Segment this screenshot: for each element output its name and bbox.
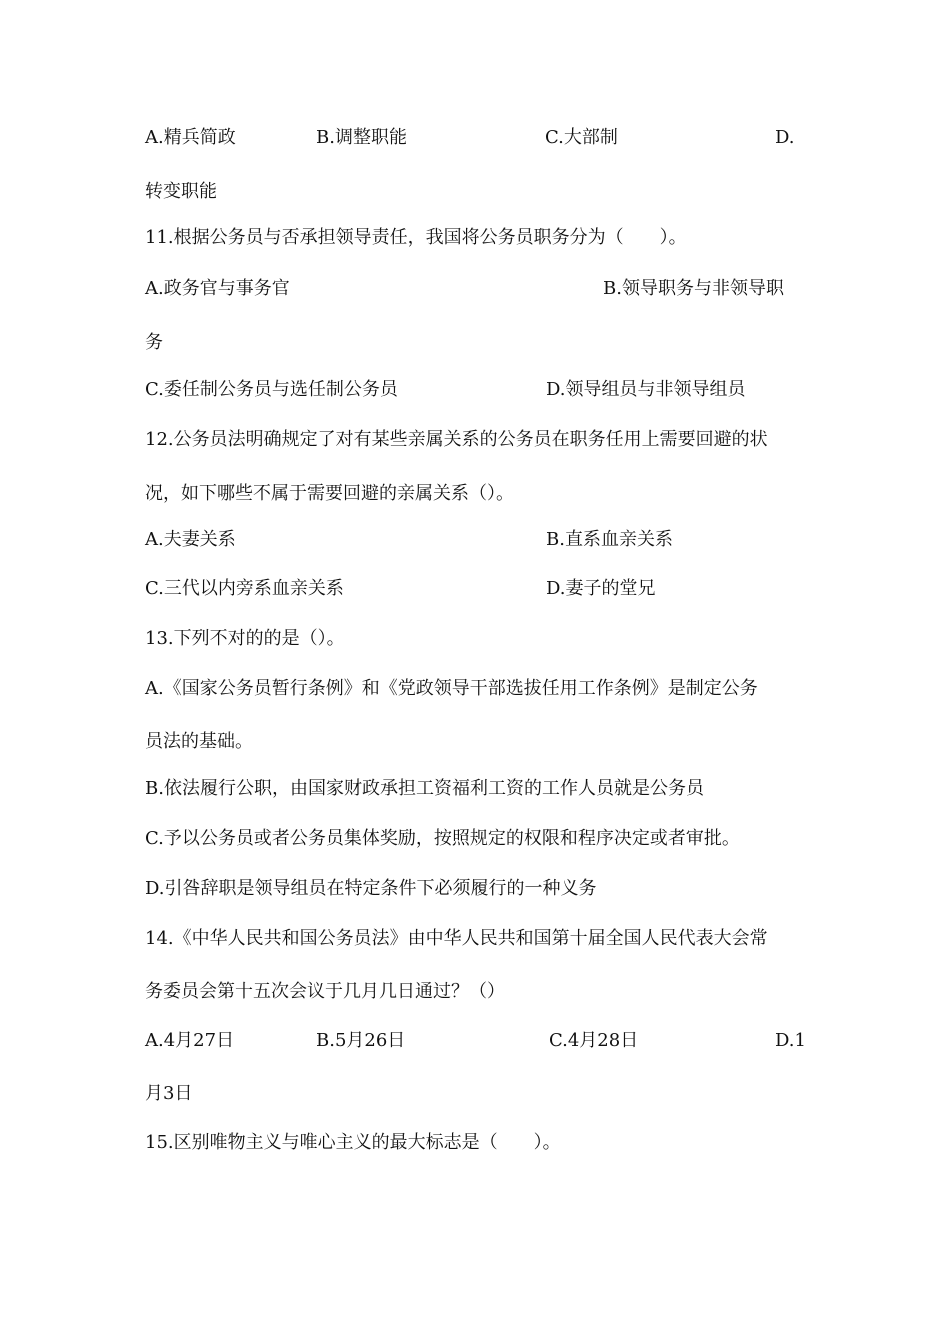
q11-option-d: D.领导组员与非领导组员 [546,379,746,400]
q13-option-d: D.引咎辞职是领导组员在特定条件下必须履行的一种义务 [145,878,597,899]
q11-option-a: A.政务官与事务官 [145,278,290,299]
q14-stem-line2: 务委员会第十五次会议于几月几日通过？（） [145,981,505,1002]
q13-option-c: C.予以公务员或者公务员集体奖励，按照规定的权限和程序决定或者审批。 [145,828,740,849]
q14-stem-line1: 14.《中华人民共和国公务员法》由中华人民共和国第十届全国人民代表大会常 [145,928,768,949]
q13-option-a-line2: 员法的基础。 [145,731,253,752]
q14-option-d-label: D.1 [775,1030,806,1051]
q12-option-d: D.妻子的堂兄 [546,578,656,599]
q11-option-b: B.领导职务与非领导职 [603,278,784,299]
q12-stem-line2: 况，如下哪些不属于需要回避的亲属关系（）。 [145,483,514,504]
q13-stem: 13.下列不对的的是（）。 [145,628,345,649]
q13-option-b: B.依法履行公职，由国家财政承担工资福利工资的工作人员就是公务员 [145,778,704,799]
q10-option-d-label: D. [775,127,795,148]
q11-stem: 11.根据公务员与否承担领导责任，我国将公务员职务分为（ ）。 [145,227,687,248]
q14-option-a: A.4月27日 [145,1030,235,1051]
q12-option-c: C.三代以内旁系血亲关系 [145,578,344,599]
q10-option-d-text: 转变职能 [145,181,217,202]
q12-stem-line1: 12.公务员法明确规定了对有某些亲属关系的公务员在职务任用上需要回避的状 [145,429,768,450]
q13-option-a-line1: A.《国家公务员暂行条例》和《党政领导干部选拔任用工作条例》是制定公务 [145,678,758,699]
q15-stem: 15.区别唯物主义与唯心主义的最大标志是（ ）。 [145,1132,561,1153]
q10-option-c: C.大部制 [545,127,618,148]
q10-option-b: B.调整职能 [316,127,407,148]
q12-option-a: A.夫妻关系 [145,529,236,550]
q14-option-d-text: 月3日 [145,1083,193,1104]
q10-option-a: A.精兵简政 [145,127,236,148]
q14-option-c: C.4月28日 [549,1030,639,1051]
q11-option-b-cont: 务 [145,332,163,353]
q14-option-b: B.5月26日 [316,1030,406,1051]
q12-option-b: B.直系血亲关系 [546,529,673,550]
q11-option-c: C.委任制公务员与选任制公务员 [145,379,398,400]
